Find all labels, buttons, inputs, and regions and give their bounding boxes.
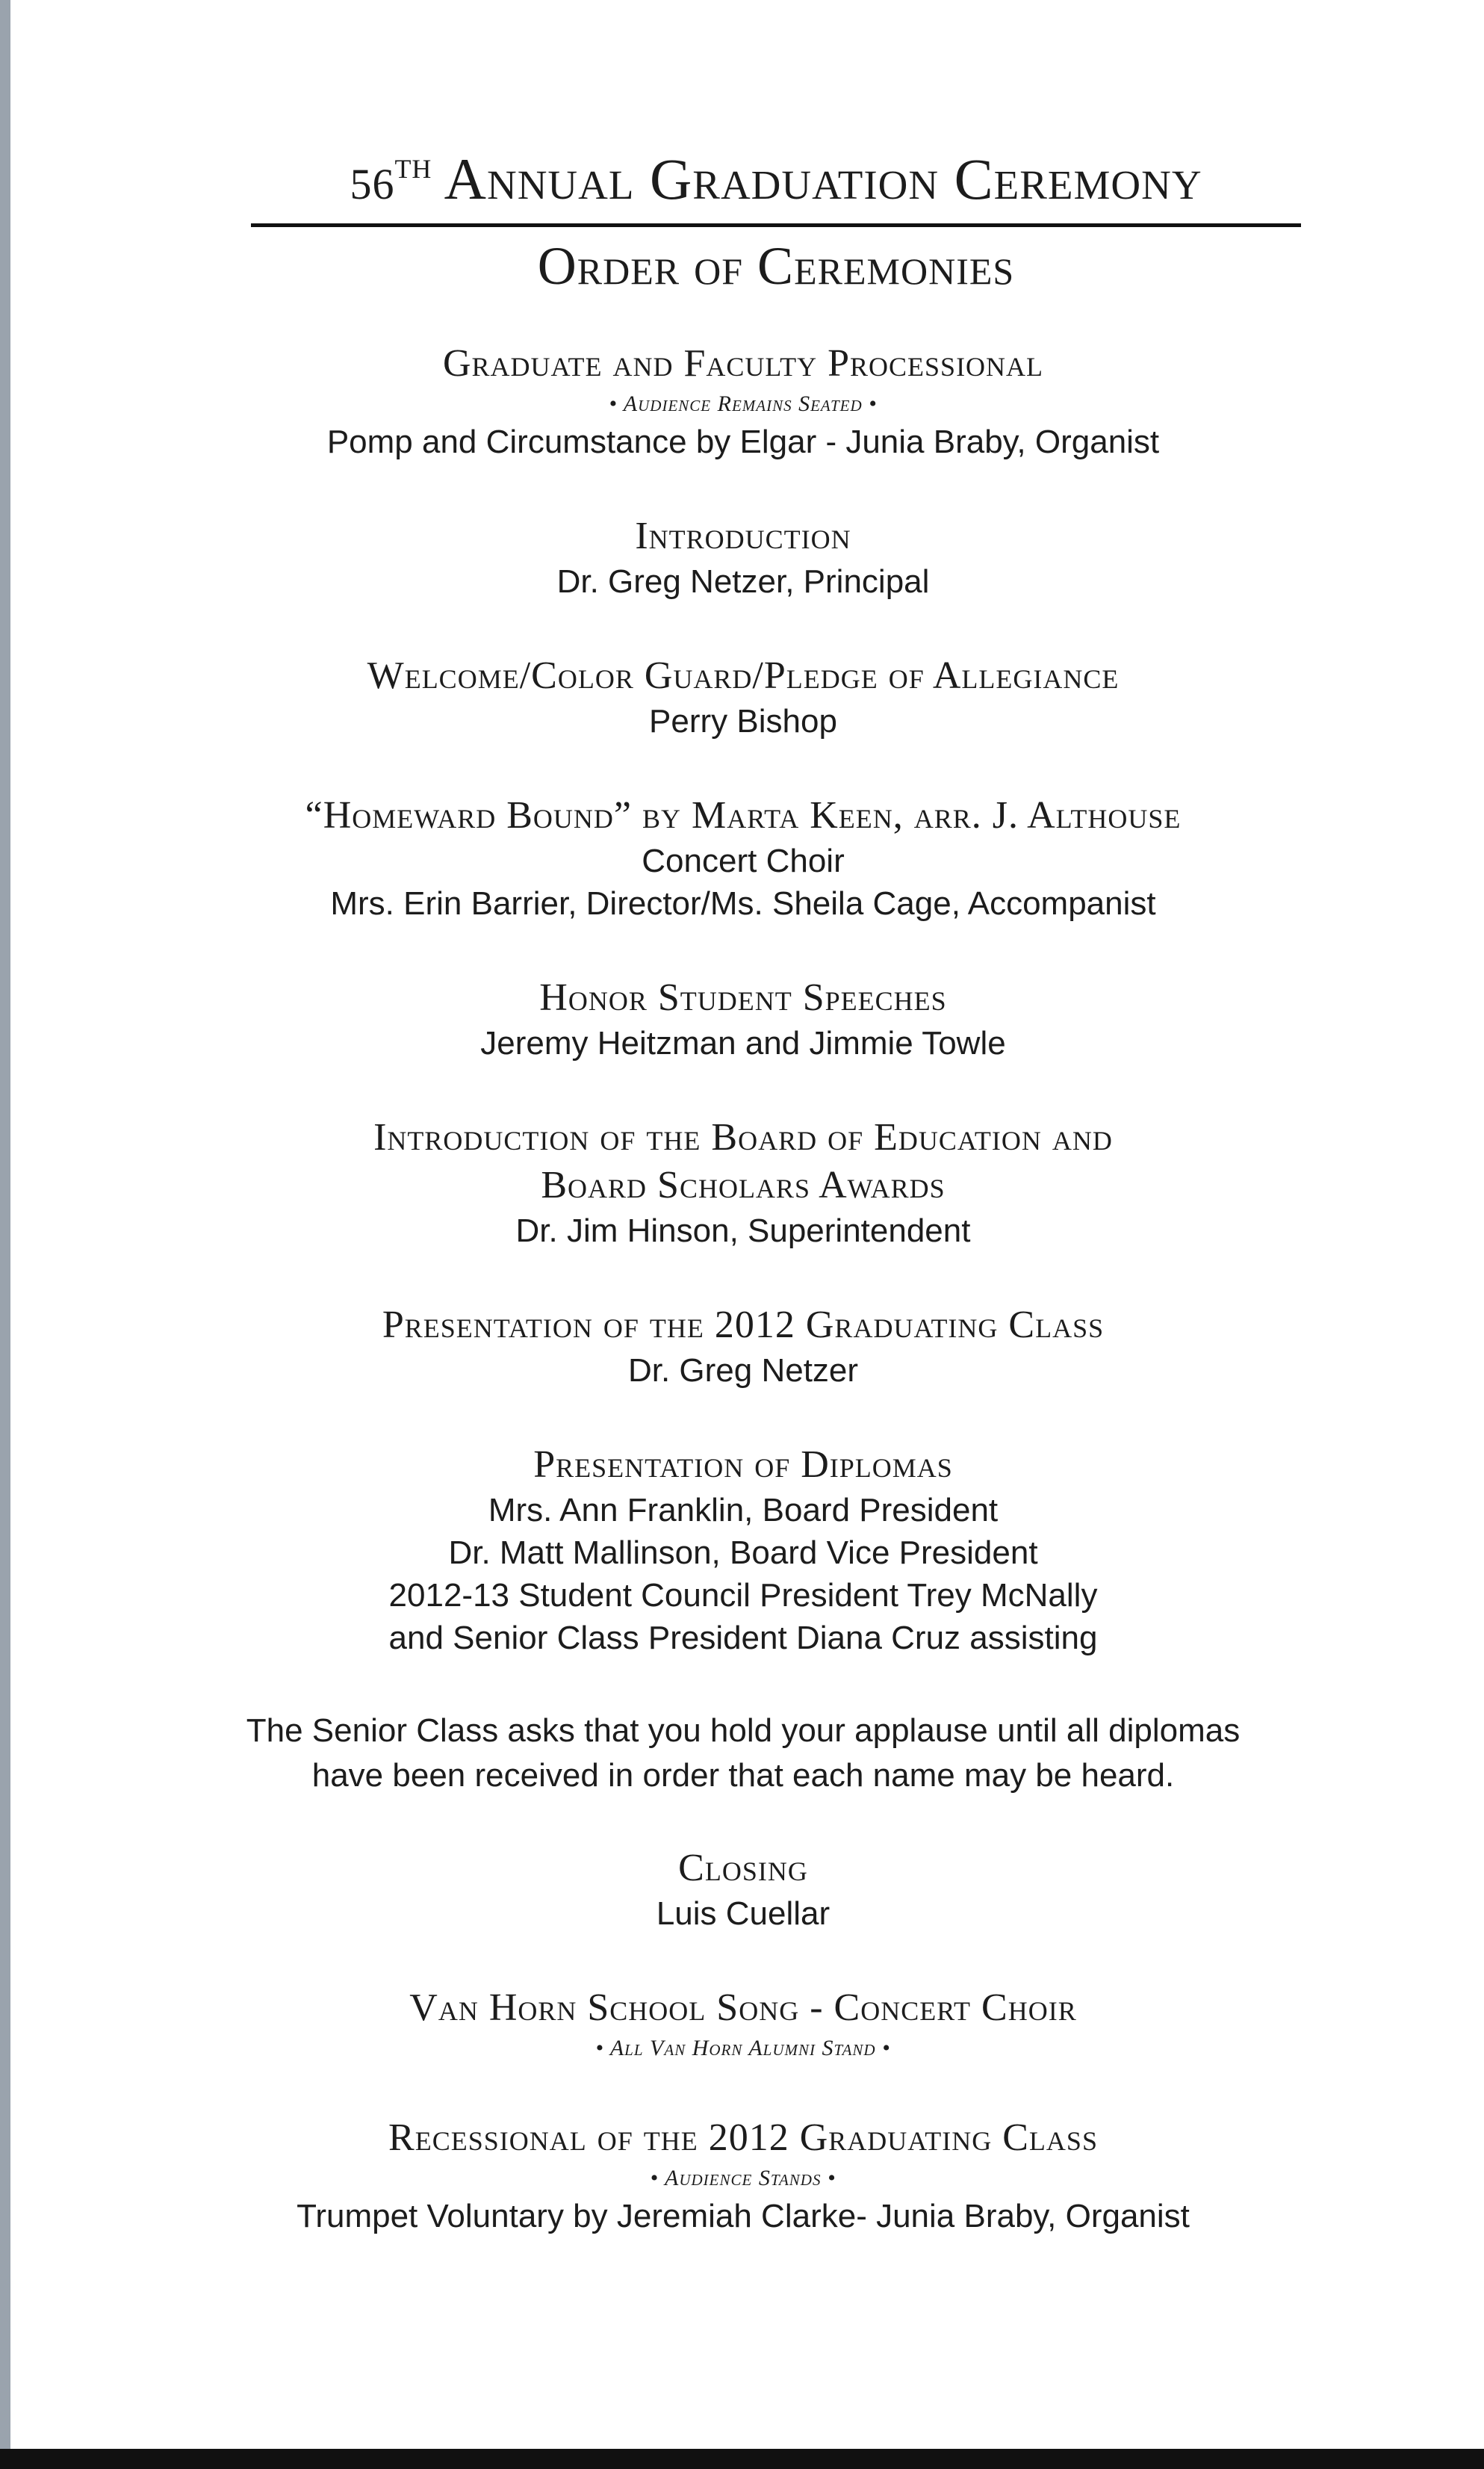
item-line: Concert Choir — [642, 843, 845, 879]
item-note: • Audience Remains Seated • — [609, 391, 878, 416]
ceremony-item-school-song — [112, 1984, 1374, 2065]
ceremony-item-welcome — [112, 652, 1374, 743]
item-line: Jeremy Heitzman and Jimmie Towle — [480, 1025, 1006, 1062]
item-title: Presentation of Diplomas — [533, 1443, 953, 1486]
title-rule — [251, 223, 1301, 227]
item-note: • Audience Stands • — [650, 2166, 836, 2190]
item-line: Dr. Jim Hinson, Superintendent — [515, 1212, 971, 1249]
item-title: Van Horn School Song - Concert Choir — [409, 1986, 1077, 2029]
item-title: Recessional of the 2012 Graduating Class — [388, 2116, 1098, 2159]
item-title: “Homeward Bound” by Marta Keen, arr. J. Althouse — [305, 794, 1182, 837]
item-note: • All Van Horn Alumni Stand • — [595, 2036, 891, 2060]
scan-bottom-edge — [0, 2449, 1484, 2469]
item-line: Mrs. Ann Franklin, Board President — [488, 1492, 999, 1528]
title-suffix: TH — [394, 154, 432, 184]
ceremony-item-honor-speeches — [112, 974, 1374, 1065]
item-title: Introduction of the Board of Education and — [373, 1116, 1113, 1159]
statement-line: have been received in order that each name may be heard. — [311, 1757, 1175, 1794]
title-number: 56 — [350, 160, 395, 208]
item-title: Introduction — [635, 515, 851, 557]
item-line: Dr. Matt Mallinson, Board Vice President — [448, 1534, 1038, 1571]
ceremony-item-homeward-bound — [112, 792, 1374, 925]
page-title — [251, 142, 1301, 222]
program-header — [251, 142, 1301, 302]
item-line: Luis Cuellar — [656, 1895, 831, 1932]
item-line: 2012-13 Student Council President Trey McNally — [388, 1577, 1098, 1614]
ceremony-item-recessional — [112, 2114, 1374, 2237]
ceremony-item-diplomas — [112, 1441, 1374, 1659]
ceremony-item-introduction — [112, 512, 1374, 603]
statement-line: The Senior Class asks that you hold your applause until all diplomas — [246, 1712, 1241, 1749]
item-title: Closing — [678, 1847, 808, 1889]
item-line: Pomp and Circumstance by Elgar - Junia Braby, Organist — [326, 424, 1160, 460]
ceremony-item-processional — [112, 340, 1374, 463]
item-line: Trumpet Voluntary by Jeremiah Clarke- Junia Braby, Organist — [297, 2198, 1190, 2234]
item-line: Dr. Greg Netzer — [627, 1352, 859, 1389]
ceremony-item-closing — [112, 1844, 1374, 1935]
applause-statement — [112, 1709, 1374, 1798]
page-subtitle: Order of Ceremonies — [537, 236, 1015, 296]
item-title: Welcome/Color Guard/Pledge of Allegiance — [367, 654, 1120, 697]
item-line: Perry Bishop — [649, 703, 837, 740]
item-title: Presentation of the 2012 Graduating Class — [382, 1304, 1105, 1346]
title-text: Annual Graduation Ceremony — [444, 146, 1202, 211]
ceremony-item-class-presentation — [112, 1301, 1374, 1392]
item-line: Mrs. Erin Barrier, Director/Ms. Sheila Cage, Accompanist — [330, 885, 1156, 922]
ceremony-item-board-intro — [112, 1114, 1374, 1252]
ceremony-list — [112, 340, 1374, 2287]
item-title-continued: Board Scholars Awards — [541, 1164, 946, 1206]
item-title: Honor Student Speeches — [539, 976, 947, 1019]
item-title: Graduate and Faculty Processional — [442, 342, 1044, 385]
item-line: Dr. Greg Netzer, Principal — [556, 563, 930, 600]
item-line: and Senior Class President Diana Cruz assisting — [388, 1620, 1098, 1656]
